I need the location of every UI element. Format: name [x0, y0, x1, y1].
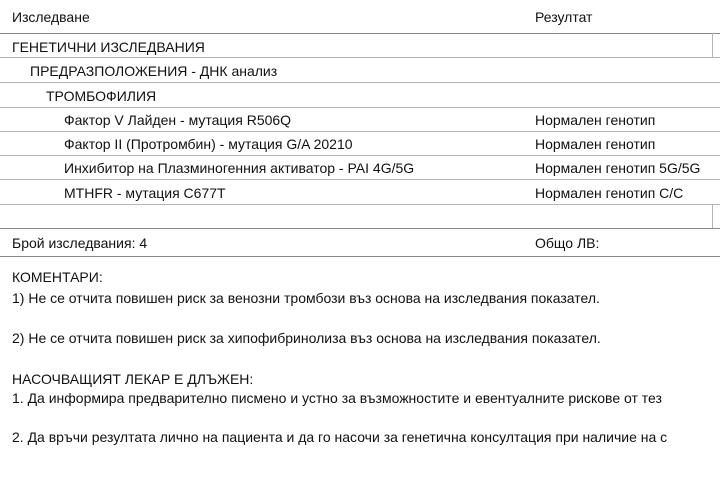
row-divider — [0, 204, 720, 205]
row-divider — [0, 155, 720, 156]
row-divider — [0, 131, 720, 132]
test-result: Нормален генотип — [535, 136, 656, 152]
column-header-test: Изследване — [12, 9, 90, 25]
test-name: Инхибитор на Плазминогенния активатор - PAI 4G/5G — [64, 160, 415, 176]
summary-bottom-divider — [0, 256, 720, 257]
doctor-obligations-title: НАСОЧВАЩИЯТ ЛЕКАР Е ДЛЪЖЕН: — [12, 371, 254, 387]
header-divider — [0, 33, 720, 34]
row-divider — [0, 57, 720, 58]
table-right-border — [712, 204, 713, 228]
total-price: Общо ЛВ: — [535, 235, 600, 251]
doctor-obligation-item: 2. Да връчи резултата лично на пациента и да го насочи за генетична консултация при наличие на с — [12, 429, 668, 445]
table-right-border — [712, 33, 713, 57]
group-thrombophilia: ТРОМБОФИЛИЯ — [46, 88, 157, 104]
test-name: Фактор V Лайден - мутация R506Q — [64, 112, 292, 128]
test-result: Нормален генотип — [535, 112, 656, 128]
group-predispositions: ПРЕДРАЗПОЛОЖЕНИЯ - ДНК анализ — [30, 63, 278, 79]
test-result: Нормален генотип 5G/5G — [535, 160, 701, 176]
comment-item: 1) Не се отчита повишен риск за венозни тромбози въз основа на изследвания показател. — [12, 290, 600, 306]
row-divider — [0, 179, 720, 180]
summary-divider — [0, 228, 720, 229]
test-result: Нормален генотип C/C — [535, 185, 684, 201]
test-name: Фактор II (Протромбин) - мутация G/A 20210 — [64, 136, 353, 152]
row-divider — [0, 107, 720, 108]
test-name: MTHFR - мутация C677T — [64, 185, 226, 201]
group-genetic-tests: ГЕНЕТИЧНИ ИЗСЛЕДВАНИЯ — [12, 39, 205, 55]
row-divider — [0, 82, 720, 83]
column-header-result: Резултат — [535, 9, 593, 25]
comment-item: 2) Не се отчита повишен риск за хипофибринолиза въз основа на изследвания показател. — [12, 330, 601, 346]
test-count: Брой изследвания: 4 — [12, 235, 148, 251]
doctor-obligation-item: 1. Да информира предварително писмено и устно за възможностите и евентуалните рискове от тез — [12, 390, 662, 406]
comments-title: КОМЕНТАРИ: — [12, 269, 103, 285]
